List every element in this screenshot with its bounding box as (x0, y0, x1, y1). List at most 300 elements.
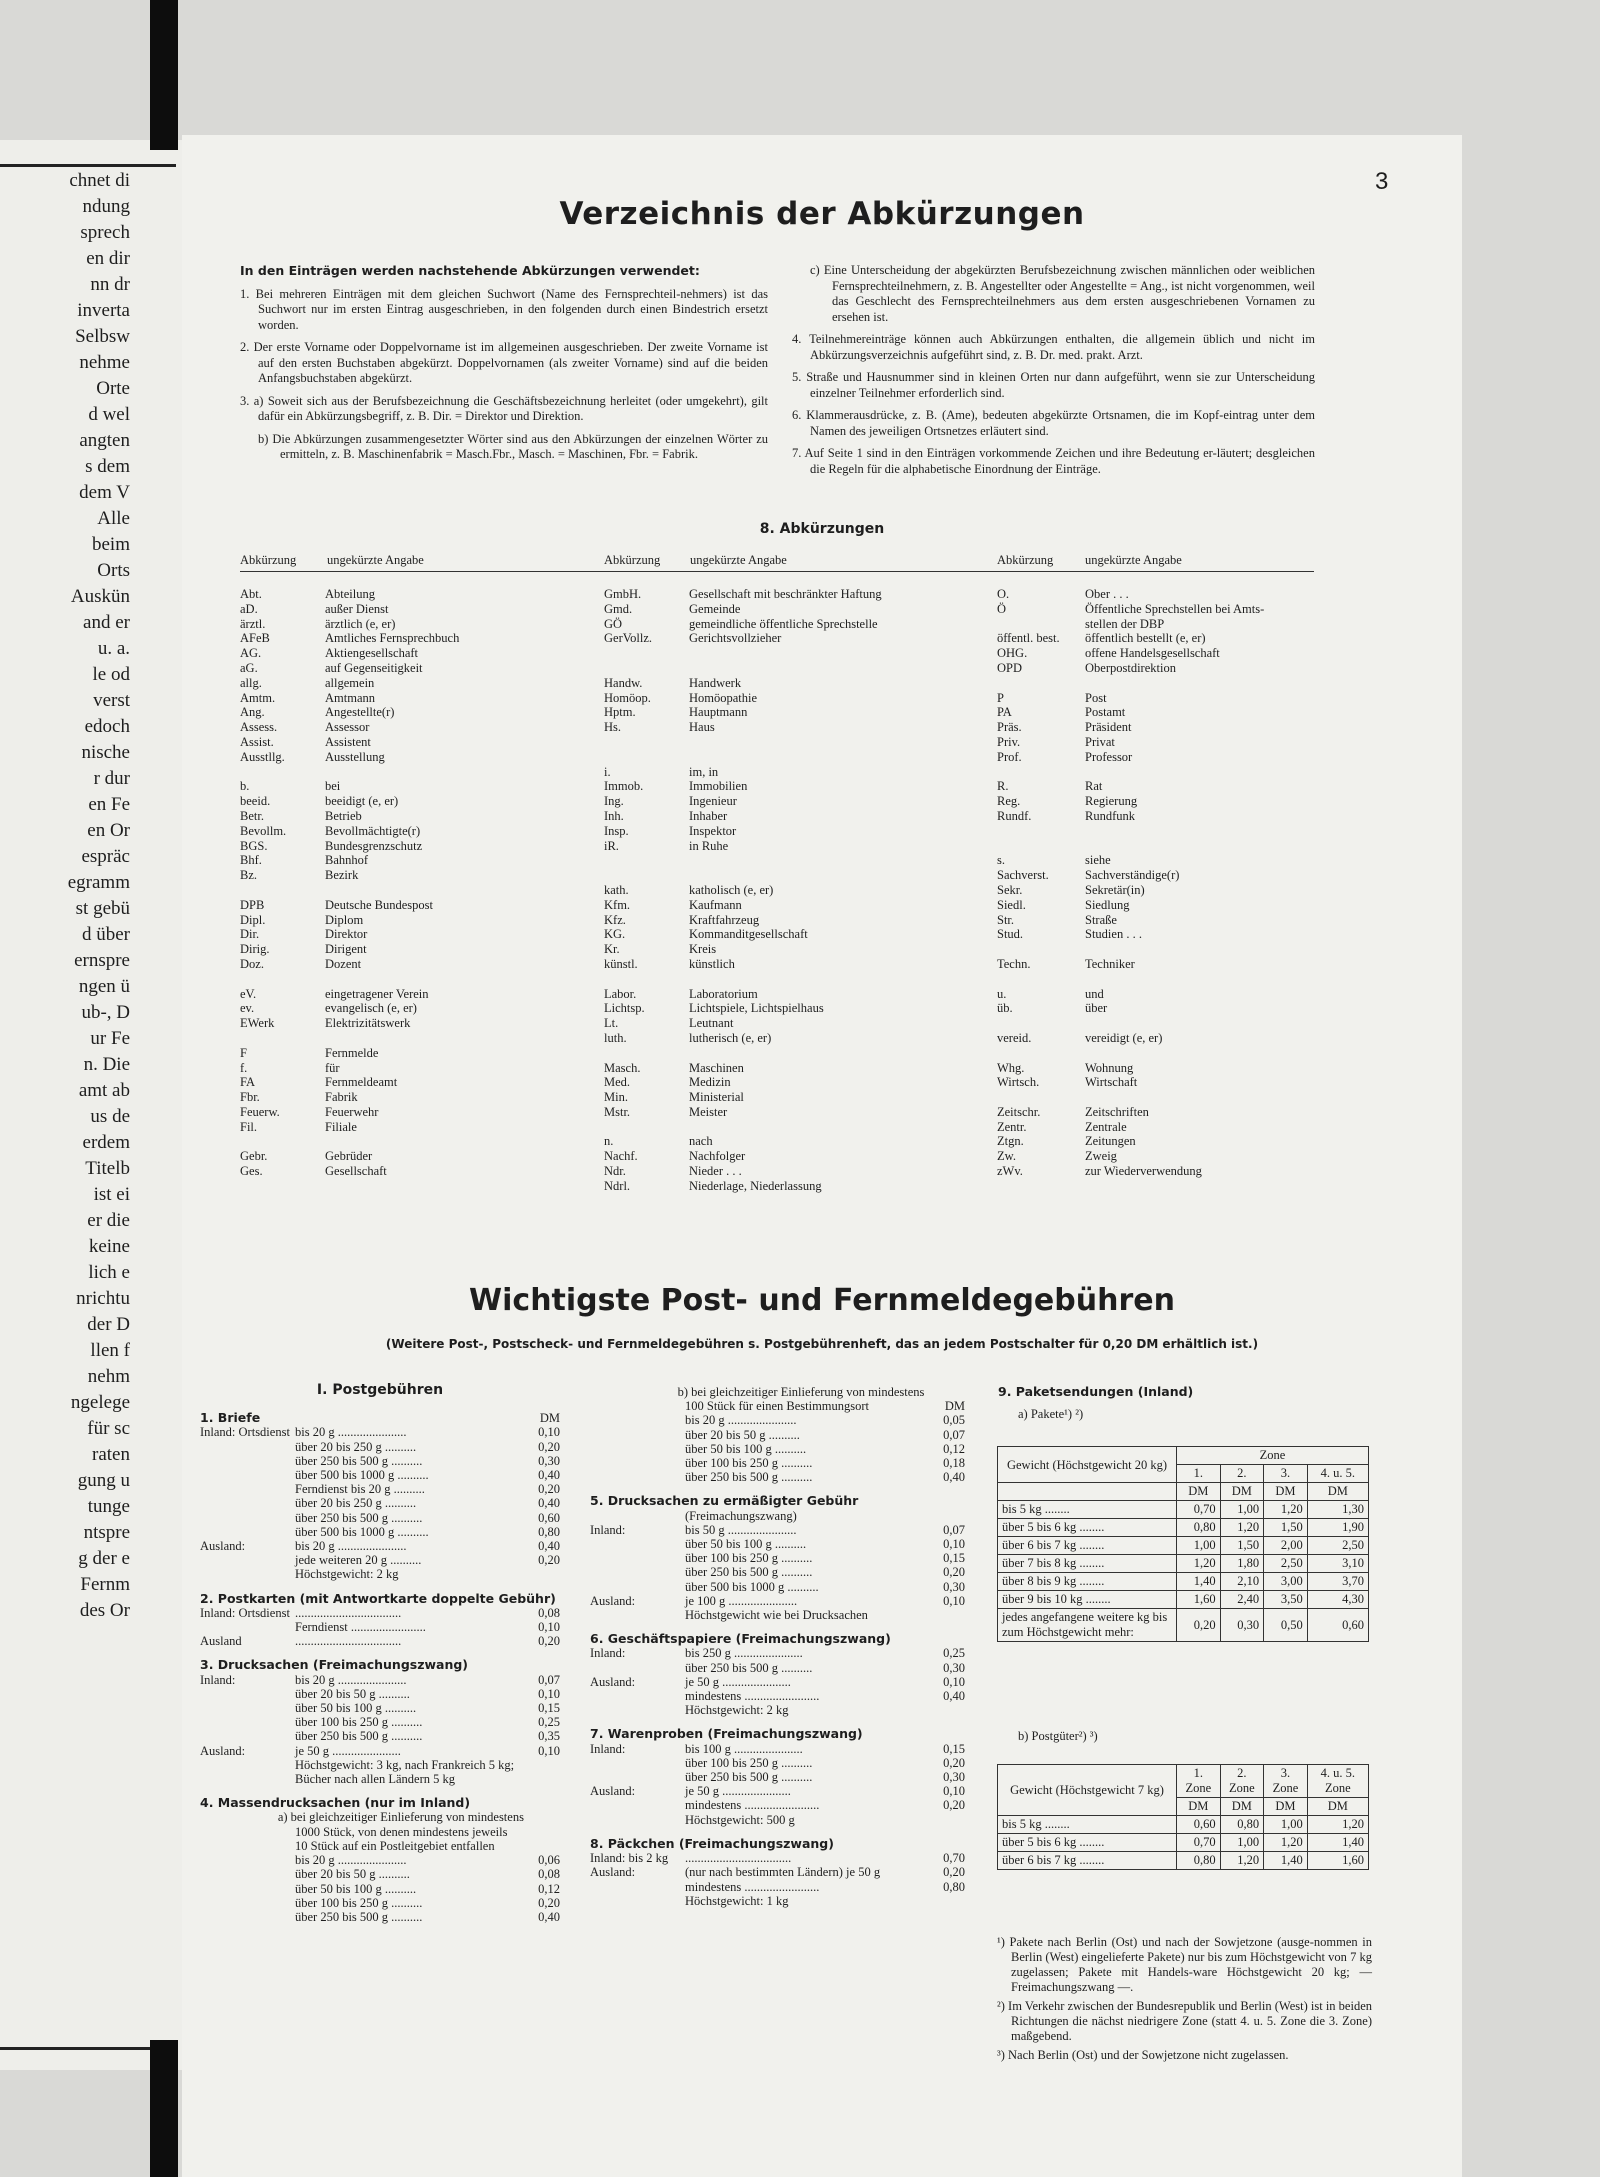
abbrev-full: Studien . . . (1085, 927, 1142, 942)
fee-price: 0,08 (538, 1867, 560, 1882)
fee-label (200, 1825, 295, 1839)
postgut-price: 1,20 (1307, 1816, 1368, 1834)
abbrev-row (997, 824, 1264, 839)
abbrev-row (604, 1105, 882, 1120)
fee-price (924, 1385, 965, 1399)
abbrev-short: Ndr. (604, 1164, 626, 1179)
postgut-price: 0,60 (1177, 1816, 1221, 1834)
abbrev-full: Meister (689, 1104, 728, 1119)
left-page-line: edoch (84, 716, 130, 737)
abbrev-short: F (240, 1045, 247, 1060)
abbrev-row (604, 942, 882, 957)
abbrev-full: Kraftfahrzeug (689, 912, 760, 927)
fee-description: über 100 bis 250 g .......... (685, 1456, 813, 1471)
fee-price (516, 1567, 560, 1581)
left-page-line: llen f (90, 1340, 130, 1361)
unit-label: DM (1220, 1483, 1264, 1501)
abbrev-row (997, 913, 1264, 928)
fee-price: 0,30 (943, 1579, 965, 1594)
left-page-line: er die (87, 1210, 130, 1231)
abbrev-full: über (1085, 1001, 1108, 1016)
abbrev-short: Lt. (604, 1016, 619, 1031)
fee-description: 100 Stück für einen Bestimmungsort (685, 1399, 870, 1414)
abbrev-full: Haus (689, 720, 715, 735)
fee-price: 0,35 (538, 1729, 560, 1744)
abbrev-full: Zweig (1085, 1149, 1117, 1164)
abbrev-full: Assessor (325, 720, 370, 735)
paket-price: 2,00 (1264, 1537, 1308, 1555)
paket-weight: über 6 bis 7 kg ........ (998, 1537, 1177, 1555)
abbrev-row (997, 705, 1264, 720)
abbrev-full: Handwerk (689, 675, 742, 690)
intro-point-4: 4. Teilnehmereinträge können auch Abkürzungen enthalten, die allgemein üblich und nicht im Abkürzungsverzeichnis aufgeführt sind, z. B. Dr. med. prakt. Arzt. (792, 332, 1315, 362)
fee-row (200, 1496, 560, 1510)
abbrev-row (240, 898, 459, 913)
fee-label: Inland: (590, 1522, 626, 1537)
fee-price: 0,05 (943, 1413, 965, 1428)
fee-label: Inland: Ortsdienst (200, 1425, 290, 1440)
abbrev-full: künstlich (689, 956, 735, 971)
fee-heading-row (590, 1494, 965, 1508)
abbrev-row (604, 853, 882, 868)
abbrev-full: Zeitungen (1085, 1134, 1136, 1149)
abbrev-full: Diplom (325, 912, 364, 927)
fee-price: 0,07 (943, 1427, 965, 1442)
abbrev-row (997, 735, 1264, 750)
abbrev-row (240, 809, 459, 824)
left-page-line: nische (81, 742, 130, 763)
abbrev-short: Ndrl. (604, 1178, 631, 1193)
abbrev-row (240, 913, 459, 928)
paket-price: 1,00 (1177, 1537, 1221, 1555)
abbrev-full: in Ruhe (689, 838, 729, 853)
postgut-price: 1,20 (1220, 1852, 1264, 1870)
left-page-line: and er (83, 612, 130, 633)
abbrev-row (240, 1105, 459, 1120)
fee-price: 0,12 (538, 1881, 560, 1896)
abbrev-short: n. (604, 1134, 614, 1149)
abbrev-short: Masch. (604, 1060, 641, 1075)
abbrev-short: Lichtsp. (604, 1001, 645, 1016)
fee-description: über 250 bis 500 g .......... (685, 1470, 813, 1485)
abbrev-short: Bevollm. (240, 823, 287, 838)
abbrev-full: Bezirk (325, 868, 359, 883)
fee-label (200, 1882, 295, 1896)
fee-price: 0,20 (538, 1482, 560, 1497)
abbrev-short (240, 1031, 325, 1046)
fee-price: 0,40 (538, 1539, 560, 1554)
fee-price: 0,18 (943, 1456, 965, 1471)
abbrev-short: Gebr. (240, 1149, 268, 1164)
fee-row (590, 1385, 965, 1399)
abbrev-row (604, 1016, 882, 1031)
left-page-line: sprech (80, 222, 130, 243)
postgut-price: 1,00 (1264, 1816, 1308, 1834)
abbrev-full: Präsident (1085, 720, 1132, 735)
left-page-line: le od (92, 664, 130, 685)
fee-price: 0,40 (943, 1470, 965, 1485)
fee-label (590, 1661, 685, 1675)
abbrev-row (240, 720, 459, 735)
abbrev-row (997, 661, 1264, 676)
abbrev-full: Gerichtsvollzieher (689, 631, 782, 646)
paket-b-label: b) Postgüter²) ³) (1018, 1729, 1098, 1743)
fee-description: 1000 Stück, von denen mindestens jeweils (295, 1824, 508, 1839)
abbrev-full: Privat (1085, 734, 1115, 749)
abbrev-full: Inspektor (689, 823, 737, 838)
abbrev-short: Bhf. (240, 853, 262, 868)
fee-label (200, 1853, 295, 1867)
abbrev-full: Nieder . . . (689, 1164, 742, 1179)
postgut-price: 1,00 (1220, 1834, 1264, 1852)
fee-price: 0,10 (538, 1620, 560, 1635)
abbrev-short: Dir. (240, 927, 260, 942)
left-page-line: ist ei (93, 1184, 130, 1205)
abbrev-full: Medizin (689, 1075, 731, 1090)
fee-price: 0,25 (538, 1715, 560, 1730)
abbrev-short: kath. (604, 882, 629, 897)
abbrev-row (997, 1164, 1264, 1179)
abbrev-full: Bahnhof (325, 853, 369, 868)
abbrev-short: aG. (240, 660, 258, 675)
header-abbrev-3: Abkürzung (997, 553, 1054, 567)
fee-row (200, 1729, 560, 1743)
abbrev-short: Ztgn. (997, 1134, 1024, 1149)
abbrev-full: auf Gegenseitigkeit (325, 660, 423, 675)
fee-price: 0,40 (538, 1909, 560, 1924)
abbrev-full: Gemeinde (689, 601, 741, 616)
paket-price: 1,20 (1177, 1555, 1221, 1573)
abbrev-full: Inhaber (689, 808, 728, 823)
abbrev-full: Regierung (1085, 794, 1138, 809)
fee-description: Bücher nach allen Ländern 5 kg (295, 1772, 456, 1787)
fee-heading: 2. Postkarten (mit Antwortkarte doppelte Gebühr) (200, 1590, 556, 1606)
abbrev-row (997, 631, 1264, 646)
abbrev-row (997, 765, 1264, 780)
abbrev-row (997, 1105, 1264, 1120)
fee-currency (516, 1796, 560, 1810)
left-page-line: egramm (67, 872, 130, 893)
abbrev-row (997, 883, 1264, 898)
abbrev-full: und (1085, 986, 1104, 1001)
abbrev-row (604, 1134, 882, 1149)
abbrev-short: ev. (240, 1001, 255, 1016)
fee-price: 0,15 (538, 1701, 560, 1716)
fee-price: 0,06 (538, 1853, 560, 1868)
paket-price: 1,40 (1177, 1573, 1221, 1591)
abbrev-row (240, 853, 459, 868)
fee-label (590, 1537, 685, 1551)
unit-label: DM (1177, 1798, 1221, 1816)
fee-label: Inland: bis 2 kg (590, 1851, 669, 1866)
paket-weight: jedes angefangene weitere kg bis zum Höchstgewicht mehr: (998, 1609, 1177, 1642)
fee-row (200, 1701, 560, 1715)
page-number: 3 (1375, 168, 1389, 195)
fee-row (590, 1865, 965, 1879)
unit-label: DM (1220, 1798, 1264, 1816)
abbrev-short: üb. (997, 1001, 1013, 1016)
fee-description: über 100 bis 250 g .......... (685, 1551, 813, 1566)
abbrev-row (997, 1075, 1264, 1090)
fee-price: 0,20 (943, 1755, 965, 1770)
fee-row (200, 1772, 560, 1786)
abbrev-row (604, 691, 882, 706)
abbrev-full: Maschinen (689, 1060, 744, 1075)
fee-description: Höchstgewicht: 2 kg (685, 1703, 789, 1718)
abbrev-full: nach (689, 1134, 713, 1149)
abbrev-short: Med. (604, 1075, 631, 1090)
intro-point-3b: b) Die Abkürzungen zusammengesetzter Wörter sind aus den Abkürzungen der einzelnen Wörter zu ermitteln, z. B. Maschinenfabrik = Masch.Fbr., Masch. = Maschinen, Fbr. = Fabrik. (258, 431, 768, 461)
abbrev-row (997, 1046, 1264, 1061)
abbrev-short: Kfz. (604, 912, 626, 927)
abbrev-full: Abteilung (325, 587, 375, 601)
abbrev-short: Kr. (604, 942, 620, 957)
abbrev-short: BGS. (240, 838, 268, 853)
abbrev-row (240, 794, 459, 809)
fee-price: 0,20 (538, 1553, 560, 1568)
abbrev-short: Str. (997, 912, 1015, 927)
fee-price: 0,25 (943, 1646, 965, 1661)
abbrev-row (604, 1179, 882, 1194)
fee-row (590, 1580, 965, 1594)
fee-row (200, 1454, 560, 1468)
abbrev-short (604, 1046, 689, 1061)
fee-label (590, 1428, 685, 1442)
fee-price (516, 1772, 560, 1786)
left-page-line: keine (88, 1236, 130, 1257)
abbrev-row (240, 1061, 459, 1076)
fee-description: je 50 g ...................... (295, 1743, 401, 1758)
abbrev-short (604, 1120, 689, 1135)
fee-label (200, 1496, 295, 1510)
abbrev-short: luth. (604, 1030, 627, 1045)
fee-label: Ausland: (200, 1743, 246, 1758)
abbrev-short: Labor. (604, 986, 637, 1001)
abbrev-full: lutherisch (e, er) (689, 1030, 772, 1045)
abbrev-row (240, 1149, 459, 1164)
left-page-line: en Or (87, 820, 130, 841)
fee-price: 0,60 (538, 1510, 560, 1525)
abbrev-row (604, 839, 882, 854)
fees-subtitle: (Weitere Post-, Postscheck- und Fernmeldegebühren s. Postgebührenheft, das an jedem Postschalter für 0,20 DM erhältlich ist.) (385, 1337, 1259, 1351)
fee-description: bis 250 g ...................... (685, 1646, 803, 1661)
header-abbrev-1: Abkürzung (240, 553, 297, 567)
abbrev-short (240, 883, 325, 898)
abbrev-row (240, 631, 459, 646)
abbrev-short (240, 972, 325, 987)
abbrev-row (997, 942, 1264, 957)
paket-heading: 9. Paketsendungen (Inland) (998, 1384, 1194, 1399)
paket-price: 2,50 (1264, 1555, 1308, 1573)
abbrev-short: u. (997, 986, 1007, 1001)
left-page-line: lich e (88, 1262, 130, 1283)
abbrev-row (604, 602, 882, 617)
fee-row (590, 1646, 965, 1660)
postgut-zone-label: 2. Zone (1220, 1765, 1264, 1798)
fee-label (200, 1468, 295, 1482)
fee-description: mindestens ........................ (685, 1689, 820, 1704)
left-page-line: n. Die (83, 1054, 130, 1075)
paket-row (998, 1609, 1369, 1642)
abbrev-full: Nachfolger (689, 1149, 746, 1164)
abbrev-short (997, 942, 1085, 957)
abbrev-short: b. (240, 779, 250, 794)
abbrev-row (997, 927, 1264, 942)
fee-description: bis 20 g ...................... (295, 1425, 407, 1440)
abbrev-full: Betrieb (325, 808, 362, 823)
fee-description: über 500 bis 1000 g .......... (295, 1524, 429, 1539)
fee-row (590, 1456, 965, 1470)
postgut-price: 0,80 (1220, 1816, 1264, 1834)
footnote: ³) Nach Berlin (Ost) und der Sowjetzone nicht zugelassen. (997, 2048, 1289, 2062)
abbrev-full: beeidigt (e, er) (325, 794, 399, 809)
fee-price: 0,10 (943, 1537, 965, 1552)
left-page-line: verst (93, 690, 130, 711)
abbrev-row (240, 883, 459, 898)
abbrev-short: Ing. (604, 794, 624, 809)
fee-price (921, 1608, 965, 1622)
intro-point-3c: c) Eine Unterscheidung der abgekürzten Berufsbezeichnung zwischen männlichen oder weiblichen Fernsprechteilnehmern, z. B. Angestellter oder Angestellte = Ang., ist nicht vorgenommen, weil das Geschlecht des Fernsprechteilnehmers aus dem ersten ausgeschriebenen Vornamen zu ersehen ist. (810, 263, 1315, 324)
paket-price: 3,70 (1307, 1573, 1368, 1591)
fee-price: 0,40 (538, 1496, 560, 1511)
abbrev-row (997, 691, 1264, 706)
abbrev-row (997, 868, 1264, 883)
abbrev-short: Ö (997, 601, 1007, 616)
abbrev-full: eingetragener Verein (325, 986, 429, 1001)
fee-row (590, 1523, 965, 1537)
fee-description: über 500 bis 1000 g .......... (295, 1468, 429, 1483)
paket-table-b-body (998, 1816, 1369, 1870)
paket-price: 0,20 (1177, 1609, 1221, 1642)
abbrev-row (997, 602, 1264, 617)
fee-price: DM (944, 1399, 965, 1414)
fee-row (590, 1742, 965, 1756)
fee-row (200, 1810, 560, 1824)
fee-row (590, 1756, 965, 1770)
abbrev-row (997, 1120, 1264, 1135)
unit-label: DM (1177, 1483, 1221, 1501)
abbrev-short: zWv. (997, 1164, 1023, 1179)
fee-row (200, 1525, 560, 1539)
fee-row (200, 1825, 560, 1839)
fee-price (524, 1810, 560, 1824)
postgut-row (998, 1834, 1369, 1852)
abbrev-row (240, 676, 459, 691)
paket-row (998, 1519, 1369, 1537)
abbrev-column-3 (997, 587, 1264, 1179)
abbrev-short: Nachf. (604, 1149, 638, 1164)
abbrev-row (240, 765, 459, 780)
fee-label (200, 1482, 295, 1496)
binding-strip-top (150, 0, 178, 150)
abbrev-short (604, 735, 689, 750)
left-page-line: r dur (93, 768, 130, 789)
fee-price: 0,20 (538, 1439, 560, 1454)
paket-row (998, 1501, 1369, 1519)
abbrev-row (604, 1061, 882, 1076)
fee-row (590, 1551, 965, 1565)
abbrev-row (997, 987, 1264, 1002)
abbrev-full: katholisch (e, er) (689, 882, 774, 897)
fee-row (590, 1442, 965, 1456)
abbrev-short: vereid. (997, 1030, 1032, 1045)
fee-label (590, 1442, 685, 1456)
fee-label (200, 1511, 295, 1525)
fee-description: mindestens ........................ (685, 1879, 820, 1894)
fee-price: 0,20 (943, 1865, 965, 1880)
fee-description: 10 Stück auf ein Postleitgebiet entfallen (295, 1838, 495, 1853)
abbrev-short: Fbr. (240, 1090, 260, 1105)
abbrev-short: künstl. (604, 956, 638, 971)
fee-row (590, 1784, 965, 1798)
abbrev-short: P (997, 690, 1004, 705)
abbrev-short (240, 765, 325, 780)
fee-row (200, 1715, 560, 1729)
left-page-line: für sc (87, 1418, 130, 1439)
abbrev-full: Bevollmächtigte(r) (325, 823, 421, 838)
fee-description: über 250 bis 500 g .......... (685, 1565, 813, 1580)
fee-label (590, 1413, 685, 1427)
abbrev-row (240, 705, 459, 720)
fee-row (200, 1673, 560, 1687)
abbrev-full: Niederlage, Niederlassung (689, 1178, 822, 1193)
intro-lead: In den Einträgen werden nachstehende Abkürzungen verwendet: (240, 263, 700, 278)
abbrev-full: Professor (1085, 749, 1133, 764)
fee-currency (516, 1658, 560, 1672)
postgut-weight-header: Gewicht (Höchstgewicht 7 kg) (998, 1765, 1177, 1816)
left-page-line: nn dr (90, 274, 130, 295)
fee-price (921, 1703, 965, 1717)
abbrev-short: Abt. (240, 587, 262, 601)
abbrev-row (997, 853, 1264, 868)
abbrev-short: DPB (240, 897, 265, 912)
fee-row (590, 1880, 965, 1894)
abbrev-full: Wohnung (1085, 1060, 1134, 1075)
abbrev-full: Straße (1085, 912, 1117, 927)
fee-label (200, 1810, 278, 1824)
paket-price: 3,50 (1264, 1591, 1308, 1609)
paket-zone-header: Zone (1177, 1447, 1369, 1465)
paket-price: 0,80 (1177, 1519, 1221, 1537)
fee-price (921, 1894, 965, 1908)
fee-price: 0,20 (538, 1634, 560, 1649)
postgut-zone-row (998, 1765, 1369, 1798)
fee-row (590, 1470, 965, 1484)
fee-label (200, 1454, 295, 1468)
abbrev-full: Bundesgrenzschutz (325, 838, 423, 853)
abbrev-row (240, 868, 459, 883)
fee-row (200, 1440, 560, 1454)
fee-price: 0,80 (943, 1879, 965, 1894)
fee-description: .................................. (295, 1605, 402, 1620)
fee-description: bis 50 g ...................... (685, 1522, 797, 1537)
abbrev-full: Homöopathie (689, 690, 758, 705)
abbrev-full: Immobilien (689, 779, 748, 794)
left-page-line: espräc (81, 846, 130, 867)
fee-heading-row (200, 1658, 560, 1672)
abbrev-short (997, 1016, 1085, 1031)
left-page-line: nehm (87, 1366, 130, 1387)
unit-spacer (998, 1483, 1177, 1501)
abbrev-short: Insp. (604, 823, 629, 838)
fee-label (200, 1867, 295, 1881)
fee-heading-row (590, 1632, 965, 1646)
fee-price: 0,10 (538, 1425, 560, 1440)
fee-row (590, 1608, 965, 1622)
abbrev-short: PA (997, 705, 1012, 720)
abbrev-full: Amtmann (325, 690, 375, 705)
abbrev-full: vereidigt (e, er) (1085, 1030, 1163, 1045)
